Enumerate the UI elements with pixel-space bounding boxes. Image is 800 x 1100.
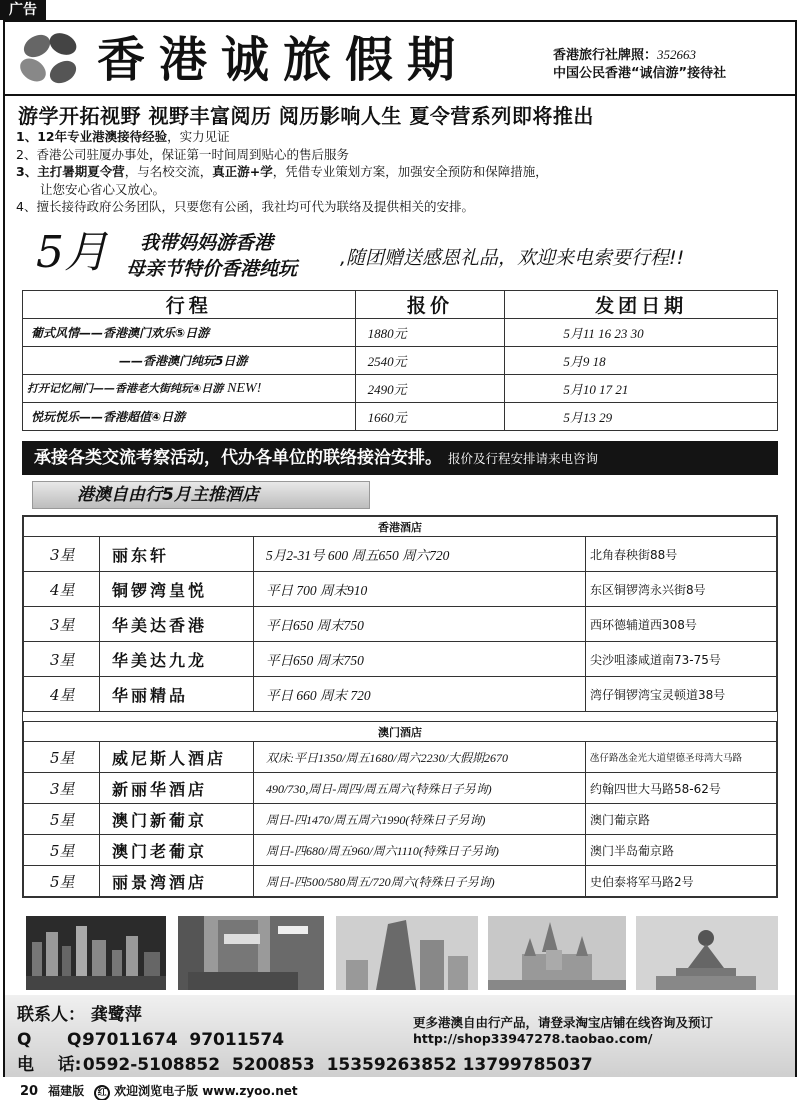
hotel-price: 周日-四500/580周五/720周六(特殊日子另询) — [254, 866, 586, 897]
hk-section-row — [24, 517, 777, 537]
hotel-name: 华美达九龙 — [100, 642, 254, 677]
may-month: 5月 — [36, 227, 108, 278]
tour-price: 2490元 — [355, 375, 505, 403]
contact-person: 龚鹭萍 — [90, 1005, 142, 1025]
hotel-star: 3星 — [24, 773, 100, 804]
service-main: 承接各类交流考察活动，代办各单位的联络接洽安排。 — [34, 448, 442, 468]
logo-icon — [15, 28, 85, 90]
table-row — [24, 866, 777, 897]
hotel-name: 铜锣湾皇悦 — [100, 572, 254, 607]
hotel-star: 4星 — [24, 572, 100, 607]
col-route: 行程 — [23, 291, 356, 319]
brand-title: 香港诚旅假期 — [97, 32, 470, 88]
table-gap — [24, 712, 777, 722]
hotel-address: 北角春秧街88号 — [586, 537, 777, 572]
hotel-star: 4星 — [24, 677, 100, 712]
hotel-star: 5星 — [24, 866, 100, 897]
agency-line: 中国公民香港“诚信游”接待社 — [553, 66, 727, 81]
table-row — [24, 804, 777, 835]
hotel-name: 威尼斯人酒店 — [100, 742, 254, 773]
service-sub: 报价及行程安排请来电咨询 — [448, 451, 599, 466]
hotel-price: 平日650 周末750 — [254, 642, 586, 677]
selling-points — [16, 128, 548, 216]
shop-text: 更多港澳自由行产品，请登录淘宝店铺在线咨询及预订 — [413, 1015, 714, 1030]
contact-person-label: 联系人： — [17, 1005, 85, 1025]
tour-dates: 5月13 29 — [505, 403, 778, 431]
license-label: 香港旅行社牌照： — [553, 48, 658, 63]
buddha-photo — [636, 916, 778, 990]
hotel-address: 尖沙咀漆咸道南73-75号 — [586, 642, 777, 677]
contact-phone-row — [17, 1053, 593, 1078]
hotel-price: 周日-四680/周五960/周六1110(特殊日子另询) — [254, 835, 586, 866]
contact-footer — [5, 995, 795, 1077]
col-price: 报价 — [355, 291, 505, 319]
hotel-price: 平日 700 周末910 — [254, 572, 586, 607]
table-row — [23, 347, 778, 375]
hotel-address: 澳门半岛葡京路 — [586, 835, 777, 866]
table-row — [24, 607, 777, 642]
hotel-star: 3星 — [24, 537, 100, 572]
hotel-price: 5月2-31号 600 周五650 周六720 — [254, 537, 586, 572]
banner-slogan: 游学开拓视野 视野丰富阅历 阅历影响人生 夏令营系列即将推出 — [18, 104, 594, 128]
hk-section-label: 香港酒店 — [24, 517, 777, 537]
phone-label: 电 话: — [17, 1055, 82, 1075]
hotel-star: 3星 — [24, 607, 100, 642]
table-row — [23, 319, 778, 347]
hotel-price: 周日-四1470/周五周六1990(特殊日子另询) — [254, 804, 586, 835]
page-footer — [20, 1082, 298, 1100]
hotel-address: 湾仔铜锣湾宝灵顿道38号 — [586, 677, 777, 712]
hotel-address: 史伯泰将军马路2号 — [586, 866, 777, 897]
hotel-address: 西环德辅道西308号 — [586, 607, 777, 642]
hotel-star: 3星 — [24, 642, 100, 677]
table-row — [24, 537, 777, 572]
hotel-name: 丽景湾酒店 — [100, 866, 254, 897]
may-line-1: 我带妈妈游香港 — [140, 232, 274, 254]
tour-price: 1660元 — [355, 403, 505, 431]
mo-section-row — [24, 722, 777, 742]
table-row — [23, 403, 778, 431]
hotel-name: 新丽华酒店 — [100, 773, 254, 804]
service-bar — [22, 441, 778, 475]
hotel-name: 澳门新葡京 — [100, 804, 254, 835]
page-number: 20 — [20, 1084, 39, 1099]
tour-route: 打开记忆闸门——香港老大街纯玩④日游 — [27, 382, 224, 395]
tour-price: 2540元 — [355, 347, 505, 375]
tour-route: 悦玩悦乐——香港超值④日游 — [23, 403, 356, 431]
license-number: 352663 — [657, 47, 697, 62]
tour-route-cell — [23, 375, 356, 403]
hotel-name: 华丽精品 — [100, 677, 254, 712]
shop-link[interactable]: http://shop33947278.taobao.com/ — [413, 1031, 653, 1046]
city-night-photo — [26, 916, 166, 990]
may-line-3: ,随团赠送感恩礼品，欢迎来电索要行程!! — [340, 247, 685, 269]
point-2: 2、香港公司驻厦办事处，保证第一时间周到贴心的售后服务 — [16, 146, 349, 162]
tour-route: 葡式风情——香港澳门欢乐⑤日游 — [23, 319, 356, 347]
hotel-section-title: 港澳自由行5月主推酒店 — [32, 481, 370, 509]
hk-hotel-table — [23, 516, 777, 897]
hotel-price: 平日650 周末750 — [254, 607, 586, 642]
photo-strip — [22, 916, 778, 990]
skyscraper-photo — [336, 916, 478, 990]
hotel-name: 澳门老葡京 — [100, 835, 254, 866]
hotel-price: 平日 660 周末 720 — [254, 677, 586, 712]
table-row — [23, 375, 778, 403]
online-shop — [413, 1015, 713, 1047]
tour-dates: 5月11 16 23 30 — [505, 319, 778, 347]
table-row — [24, 642, 777, 677]
point-3: 3、主打暑期夏令营，与名校交流，真正游+学，凭借专业策划方案，加强安全预防和保障措施， — [16, 164, 548, 179]
hotel-price: 490/730,周日-周四/周五周六(特殊日子另询) — [254, 773, 586, 804]
hotel-name: 华美达香港 — [100, 607, 254, 642]
tour-table — [22, 290, 778, 431]
tour-route: ——香港澳门纯玩5日游 — [23, 347, 356, 375]
hotel-price: 双床:平日1350/周五1680/周六2230/大假期2670 — [254, 742, 586, 773]
hotel-star: 5星 — [24, 835, 100, 866]
qq-label: Q Q: — [17, 1030, 89, 1050]
point-4: 4、擅长接待政府公务团队，只要您有公函，我社均可代为联络及提供相关的安排。 — [16, 199, 474, 214]
mo-section-label: 澳门酒店 — [24, 722, 777, 742]
tour-header-row — [23, 291, 778, 319]
hotel-address: 氹仔路氹金光大道望德圣母湾大马路 — [586, 742, 777, 773]
tour-dates: 5月10 17 21 — [505, 375, 778, 403]
table-row — [24, 773, 777, 804]
may-line-2: 母亲节特价香港纯玩 — [126, 258, 298, 280]
tour-price: 1880元 — [355, 319, 505, 347]
hotel-name: 丽东轩 — [100, 537, 254, 572]
col-dates: 发团日期 — [505, 291, 778, 319]
table-row — [24, 677, 777, 712]
table-row — [24, 835, 777, 866]
hotel-address: 东区铜锣湾永兴街8号 — [586, 572, 777, 607]
ad-label: 广告 — [0, 0, 46, 20]
point-3-cont: 让您安心省心又放心。 — [40, 181, 166, 197]
header — [5, 22, 795, 96]
hotel-tables — [22, 515, 778, 898]
table-row — [24, 742, 777, 773]
street-photo — [178, 916, 324, 990]
edition-badge-icon: 红 — [94, 1085, 110, 1100]
point-1: 1、12年专业港澳接待经验，实力见证 — [16, 129, 230, 144]
footer-site-text[interactable]: 欢迎浏览电子版 www.zyoo.net — [114, 1084, 298, 1098]
qq-numbers[interactable]: 97011674 97011574 — [82, 1030, 285, 1050]
hotel-star: 5星 — [24, 804, 100, 835]
license-info — [553, 46, 726, 83]
hotel-address: 澳门葡京路 — [586, 804, 777, 835]
phone-numbers[interactable]: 0592-5108852 5200853 15359263852 13799785037 — [82, 1055, 593, 1075]
new-badge: NEW! — [227, 381, 262, 396]
hotel-star: 5星 — [24, 742, 100, 773]
edition-label: 福建版 — [48, 1084, 85, 1098]
tour-dates: 5月9 18 — [505, 347, 778, 375]
table-row — [24, 572, 777, 607]
hotel-address: 约翰四世大马路58-62号 — [586, 773, 777, 804]
castle-photo — [488, 916, 626, 990]
